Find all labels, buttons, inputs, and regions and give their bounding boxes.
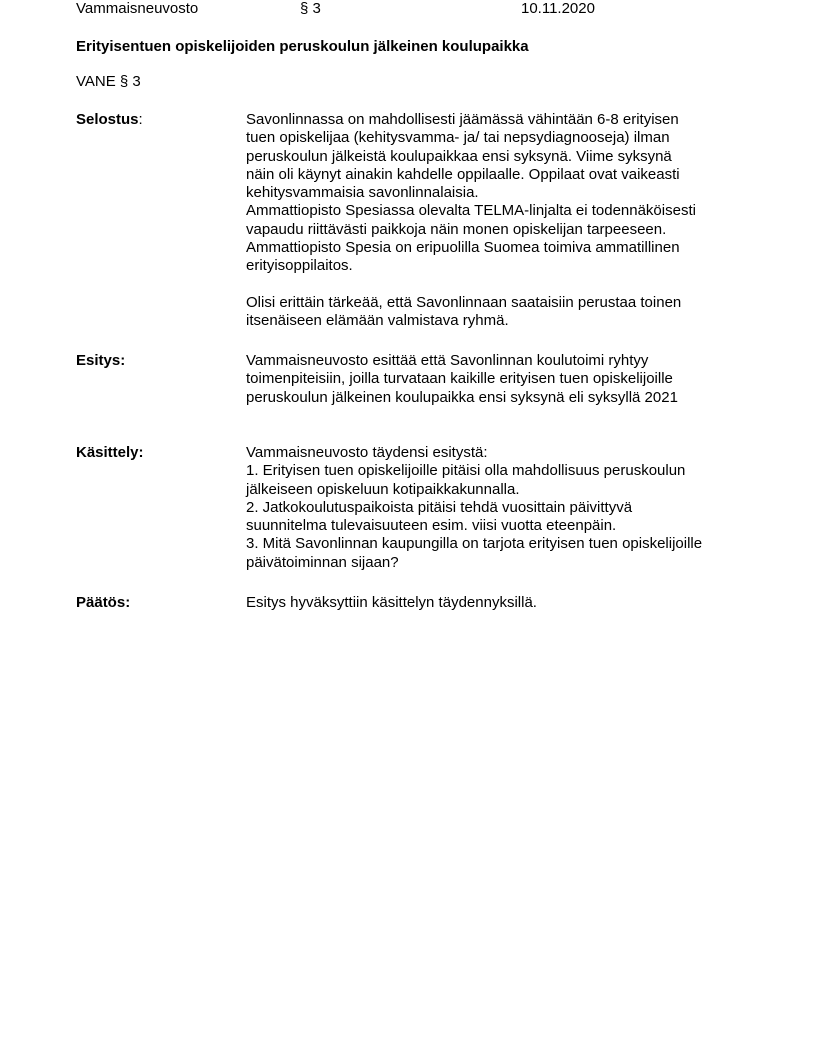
document-title: Erityisentuen opiskelijoiden peruskoulun jälkeinen koulupaikka [76,38,529,55]
selostus-paragraph-2: Olisi erittäin tärkeää, että Savonlinnaan saataisiin perustaa toinen itsenäiseen elämään valmistava ryhmä. [246,293,682,329]
section-label-kasittely: Käsittely: [76,444,144,461]
esitys-text: Vammaisneuvosto esittää että Savonlinnan koulutoimi ryhtyy toimenpiteisiin, joilla turvataan kaikille erityisen tuen opiskelijoille peruskoulun jälkeinen koulupaikka ensi syksynä eli syksyllä 2021 [246,352,678,406]
header-organization: Vammaisneuvosto [76,0,199,17]
section-label-esitys: Esitys: [76,352,126,369]
section-body-selostus [246,111,746,330]
selostus-label-colon: : [138,111,143,128]
selostus-label-text: Selostus [76,111,139,128]
section-body-esitys [246,352,746,407]
section-body-paatos [246,594,746,612]
header-date: 10.11.2020 [521,0,595,17]
section-label-paatos: Päätös: [76,594,131,611]
section-body-kasittely [246,444,746,572]
paatos-text: Esitys hyväksyttiin käsittelyn täydennyksillä. [246,594,537,611]
selostus-paragraph-1: Savonlinnassa on mahdollisesti jäämässä vähintään 6-8 erityisen tuen opiskelijaa (kehitysvamma- ja/ tai nepsydiagnooseja) ilman peruskoulun jälkeistä koulupaikkaa ensi syksynä. Viime syksynä näin oli käynyt ainakin kahdelle oppilaalle. Oppilaat ovat vaikeasti kehitysvammaisia savonlinnalaisia. Ammattiopisto Spesiassa olevalta TELMA-linjalta ei todennäköisesti vapaudu riittävästi paikkoja näin monen opiskelijan tarpeeseen. Ammattiopisto Spesia on eripuolilla Suomea toimiva ammatillinen erityisoppilaitos. [246,111,696,275]
header-section-number: § 3 [300,0,321,17]
document-header [76,0,756,20]
document-reference: VANE § 3 [76,73,141,90]
section-label-selostus [76,111,236,129]
kasittely-text: Vammaisneuvosto täydensi esitystä: 1. Erityisen tuen opiskelijoille pitäisi olla mahdollisuus peruskoulun jälkeiseen opiskeluun kotipaikkakunnalla. 2. Jatkokoulutuspaikoista pitäisi tehdä vuosittain päivittyvä suunnitelma tulevaisuuteen esim. viisi vuotta eteenpäin. 3. Mitä Savonlinnan kaupungilla on tarjota erityisen tuen opiskelijoille päivätoiminnan sijaan? [246,444,703,571]
